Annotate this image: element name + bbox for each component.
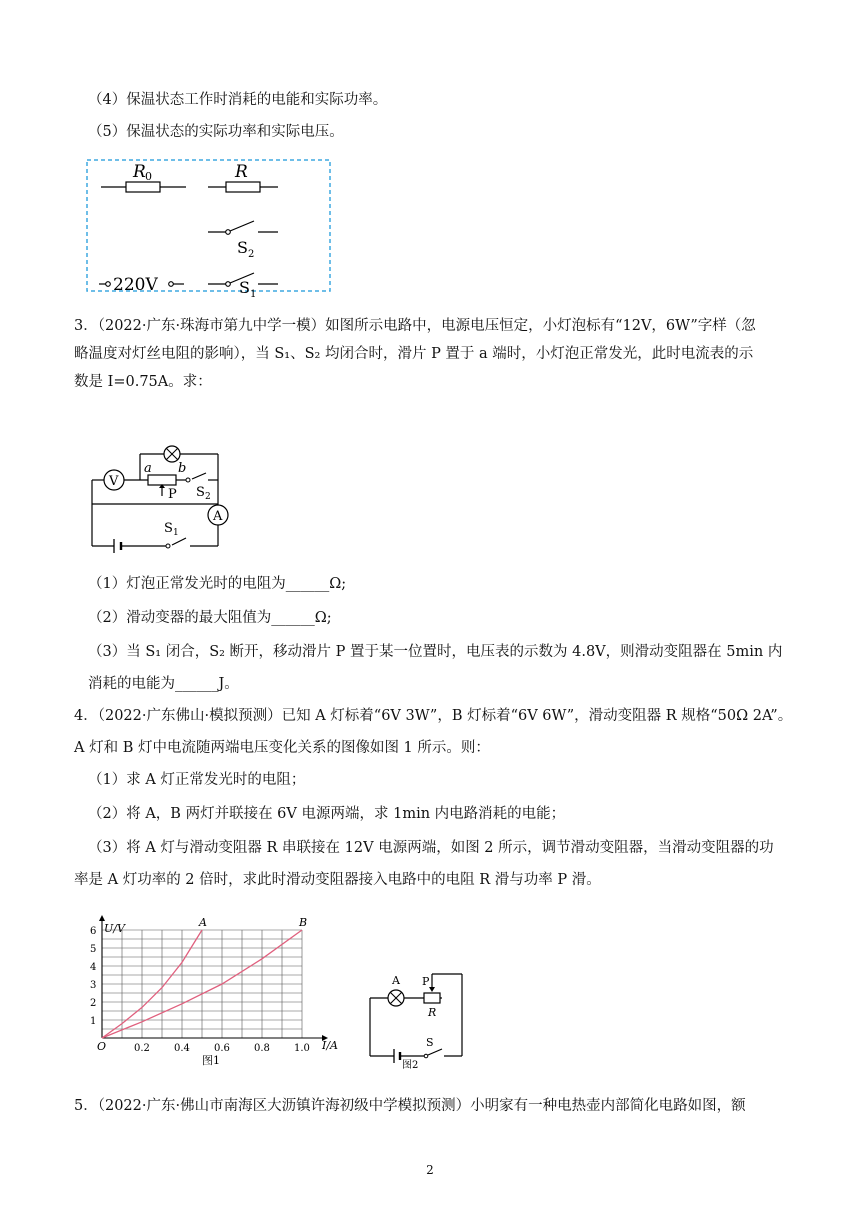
svg-text:S: S [426, 1036, 434, 1049]
voltmeter-icon [104, 470, 124, 490]
svg-text:1: 1 [250, 289, 257, 300]
svg-text:R: R [133, 162, 146, 182]
q4-sub1: （1）求 A 灯正常发光时的电阻； [88, 772, 306, 788]
power-source-220v [99, 275, 184, 295]
y-tick-label: 4 [90, 962, 97, 973]
svg-text:A: A [213, 509, 223, 524]
switch-s1 [208, 273, 278, 300]
x-tick-label: 0.8 [254, 1043, 270, 1054]
q3-line-2: 略温度对灯丝电阻的影响），当 S₁、S₂ 均闭合时，滑片 P 置于 a 端时，小灯泡正常发光，此时电流表的示 [74, 346, 754, 362]
axis-lines [102, 921, 322, 1038]
chart-caption: 图1 [202, 1054, 220, 1067]
x-tick-label: 0.2 [134, 1043, 150, 1054]
chart-xlabel: I/A [322, 1039, 338, 1052]
series-label-a: A [199, 916, 207, 929]
chart-ylabel: U/V [104, 922, 125, 935]
svg-text:2: 2 [205, 492, 211, 502]
dashed-border [87, 160, 330, 291]
ui-chart [80, 912, 348, 1072]
svg-text:1: 1 [173, 528, 179, 538]
ammeter-icon [208, 505, 228, 525]
q4-sub3: （3）将 A 灯与滑动变阻器 R 串联接在 12V 电源两端，如图 2 所示，调节滑动变阻器，当滑动变阻器的功 [88, 840, 774, 856]
svg-text:P: P [168, 487, 177, 502]
lamp-icon [164, 446, 180, 462]
svg-text:S: S [196, 485, 205, 500]
y-tick-label: 1 [90, 1016, 97, 1027]
q2-sub5: （5）保温状态的实际功率和实际电压。 [88, 124, 344, 140]
svg-text:b: b [178, 461, 187, 476]
q4-sub2: （2）将 A，B 两灯并联接在 6V 电源两端，求 1min 内电路消耗的电能； [88, 806, 566, 822]
svg-text:V: V [109, 474, 119, 489]
x-tick-label: 0.4 [174, 1043, 190, 1054]
q3-sub2: （2）滑动变器的最大阻值为______Ω; [88, 610, 332, 626]
q2-sub4: （4）保温状态工作时消耗的电能和实际功率。 [88, 92, 388, 108]
y-tick-label: 3 [90, 980, 97, 991]
y-tick-label: 6 [90, 926, 97, 937]
series-label-b: B [299, 916, 308, 929]
page-number: 2 [426, 1163, 434, 1177]
q4-line-1: 4．（2022·广东佛山·模拟预测）已知 A 灯标着“6V 3W”，B 灯标着“6V 6W”，滑动变阻器 R 规格“50Ω 2A”。 [74, 708, 793, 724]
chart-grid [102, 930, 302, 1038]
chart-axes [99, 915, 328, 1041]
fig2-circuit [364, 970, 472, 1070]
resistor-r0 [101, 162, 186, 192]
switch-s2 [208, 221, 278, 260]
svg-text:S: S [239, 278, 250, 297]
q4-line-2: A 灯和 B 灯中电流随两端电压变化关系的图像如图 1 所示。则： [74, 740, 490, 756]
svg-text:220V: 220V [113, 275, 158, 295]
y-axis-arrow [99, 915, 105, 921]
svg-text:A: A [392, 974, 400, 987]
svg-text:P: P [422, 975, 430, 988]
q5-line-1: 5．（2022·广东·佛山市南海区大沥镇许海初级中学模拟预测）小明家有一种电热壶内部简化电路如图，额 [74, 1098, 746, 1114]
y-tick-label: 5 [90, 944, 97, 955]
svg-text:S: S [164, 521, 173, 536]
svg-text:R: R [235, 162, 248, 182]
svg-text:S: S [237, 238, 248, 257]
svg-text:0: 0 [145, 170, 152, 183]
q3-sub1: （1）灯泡正常发光时的电阻为______Ω; [88, 576, 347, 592]
q4-sub3-cont: 率是 A 灯功率的 2 倍时，求此时滑动变阻器接入电路中的电阻 R 滑与功率 P 滑。 [74, 872, 601, 888]
q3-line-3: 数是 I=0.75A。求： [74, 374, 212, 390]
lamp-a-icon [388, 990, 404, 1006]
q3-line-1: 3．（2022·广东·珠海市第九中学一模）如图所示电路中，电源电压恒定，小灯泡标有“12V，6W”字样（忽 [74, 318, 756, 334]
q3-circuit [84, 440, 236, 552]
resistor-r [208, 162, 278, 192]
svg-text:a: a [144, 461, 152, 476]
x-tick-label: 1.0 [294, 1043, 310, 1054]
q3-sub3-cont: 消耗的电能为______J。 [88, 676, 239, 692]
chart-ticks [90, 926, 310, 1054]
chart-origin: O [97, 1040, 107, 1053]
q3-sub3: （3）当 S₁ 闭合，S₂ 断开，移动滑片 P 置于某一位置时，电压表的示数为 4.8V，则滑动变阻器在 5min 内 [88, 644, 783, 660]
svg-text:图2: 图2 [402, 1060, 419, 1071]
svg-text:R: R [428, 1006, 437, 1019]
y-tick-label: 2 [90, 998, 97, 1009]
components-figure [86, 159, 332, 300]
svg-text:2: 2 [248, 249, 255, 260]
x-tick-label: 0.6 [214, 1043, 230, 1054]
